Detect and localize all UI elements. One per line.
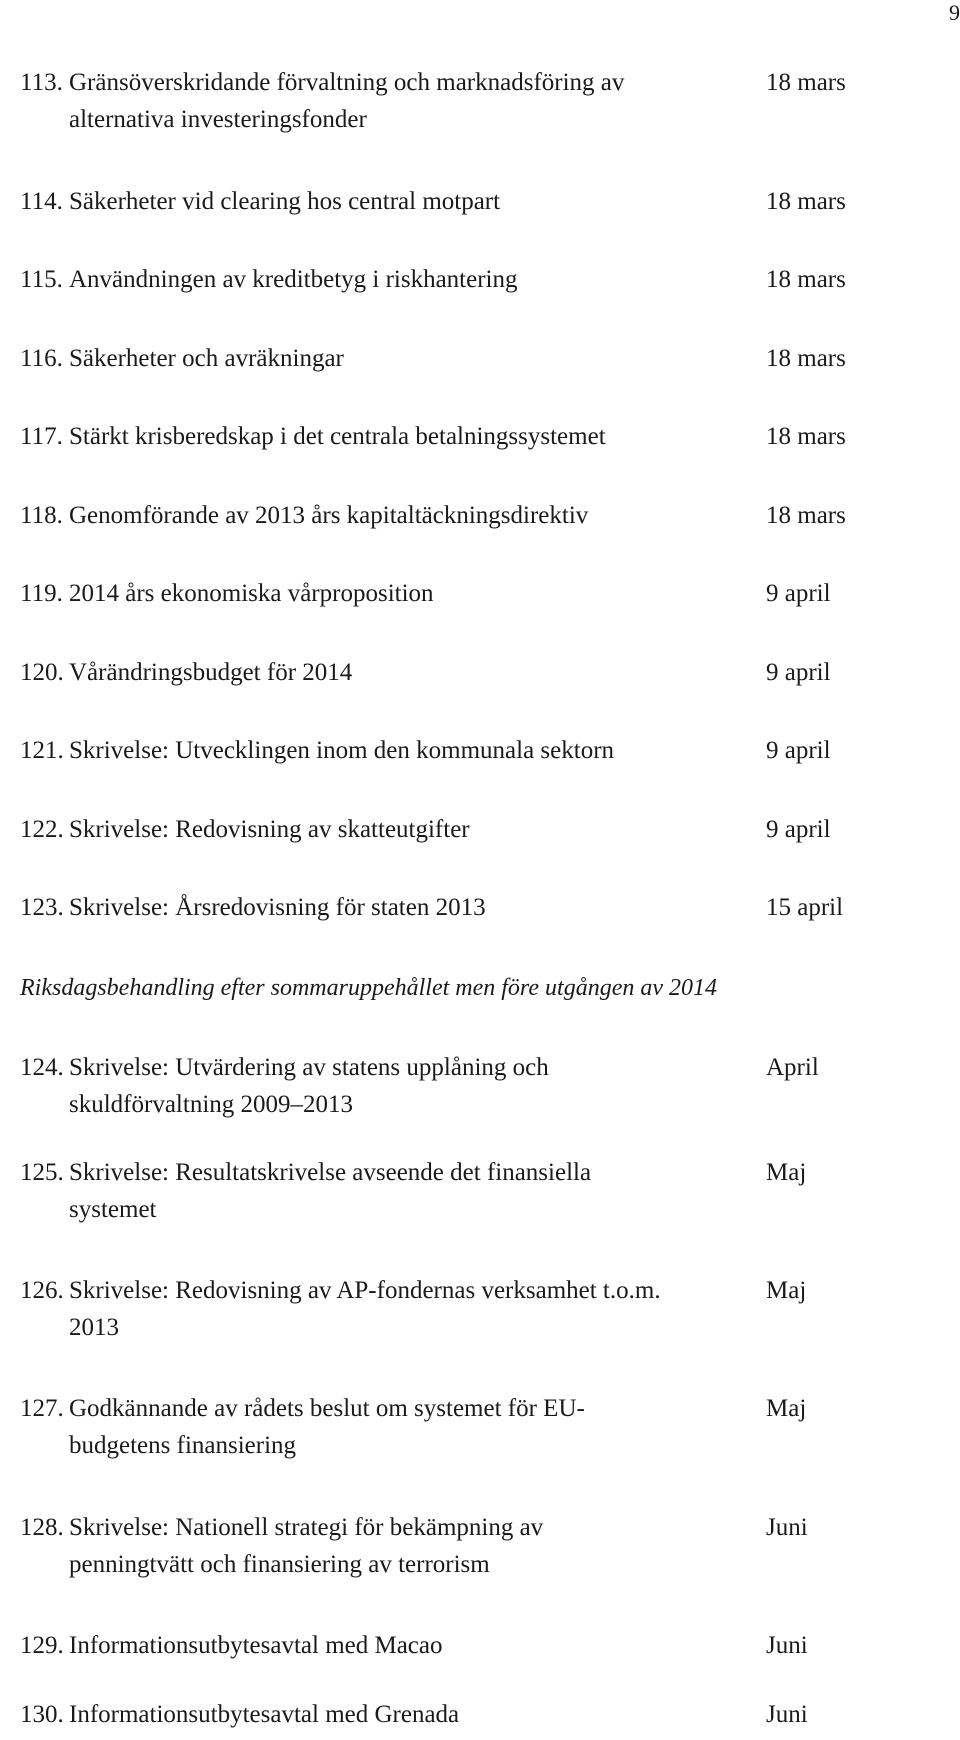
item-title: Skrivelse: Utvärdering av statens upplåning och skuldförvaltning 2009–2013 [69,1054,549,1118]
item-date: 9 april [766,816,831,843]
item-date: 18 mars [766,345,846,372]
item-number: 117. [20,423,63,450]
item-number: 125. [20,1159,64,1186]
item-number: 129. [20,1632,64,1659]
item-title: Skrivelse: Årsredovisning för staten 2013 [69,894,486,921]
item-title: Säkerheter vid clearing hos central motpart [69,188,501,215]
item-title: Gränsöverskridande förvaltning och marknadsföring av alternativa investeringsfonder [69,69,625,133]
item-title: Informationsutbytesavtal med Grenada [69,1701,460,1728]
item-number: 130. [20,1701,64,1728]
item-title: Säkerheter och avräkningar [69,345,344,372]
item-number: 126. [20,1277,64,1304]
item-title: Vårändringsbudget för 2014 [69,659,353,686]
item-title: Skrivelse: Utvecklingen inom den kommunala sektorn [69,737,615,764]
item-title: Informationsutbytesavtal med Macao [69,1632,443,1659]
item-number: 127. [20,1395,64,1422]
item-number: 122. [20,816,64,843]
item-date: 18 mars [766,188,846,215]
item-date: 9 april [766,659,831,686]
item-title: Användningen av kreditbetyg i riskhantering [69,266,518,293]
item-date: Juni [766,1701,808,1728]
item-title: Stärkt krisberedskap i det centrala betalningssystemet [69,423,606,450]
item-number: 121. [20,737,64,764]
item-number: 113. [20,69,63,96]
item-date: 15 april [766,894,844,921]
item-date: Maj [766,1159,807,1186]
item-number: 115. [20,266,63,293]
item-date: Maj [766,1395,807,1422]
item-date: 18 mars [766,69,846,96]
item-date: 18 mars [766,266,846,293]
item-number: 114. [20,188,63,215]
item-title: Genomförande av 2013 års kapitaltäckningsdirektiv [69,502,589,529]
item-title: Skrivelse: Redovisning av skatteutgifter [69,816,470,843]
item-date: Maj [766,1277,807,1304]
item-title: 2014 års ekonomiska vårproposition [69,580,434,607]
item-date: Juni [766,1514,808,1541]
item-number: 124. [20,1054,64,1081]
item-date: April [766,1054,819,1081]
item-date: 9 april [766,580,831,607]
section-heading: Riksdagsbehandling efter sommaruppehållet men före utgången av 2014 [20,975,718,1001]
item-title: Godkännande av rådets beslut om systemet för EU-budgetens finansiering [69,1395,585,1459]
item-date: Juni [766,1632,808,1659]
item-number: 128. [20,1514,64,1541]
item-number: 123. [20,894,64,921]
item-date: 18 mars [766,502,846,529]
item-number: 120. [20,659,64,686]
item-date: 9 april [766,737,831,764]
page-number: 9 [949,0,960,25]
item-number: 119. [20,580,63,607]
item-title: Skrivelse: Redovisning av AP-fondernas verksamhet t.o.m. 2013 [69,1277,661,1341]
item-date: 18 mars [766,423,846,450]
item-title: Skrivelse: Resultatskrivelse avseende det finansiella systemet [69,1159,592,1223]
item-title: Skrivelse: Nationell strategi för bekämpning av penningtvätt och finansiering av terrorism [69,1514,544,1578]
item-number: 116. [20,345,63,372]
item-number: 118. [20,502,63,529]
